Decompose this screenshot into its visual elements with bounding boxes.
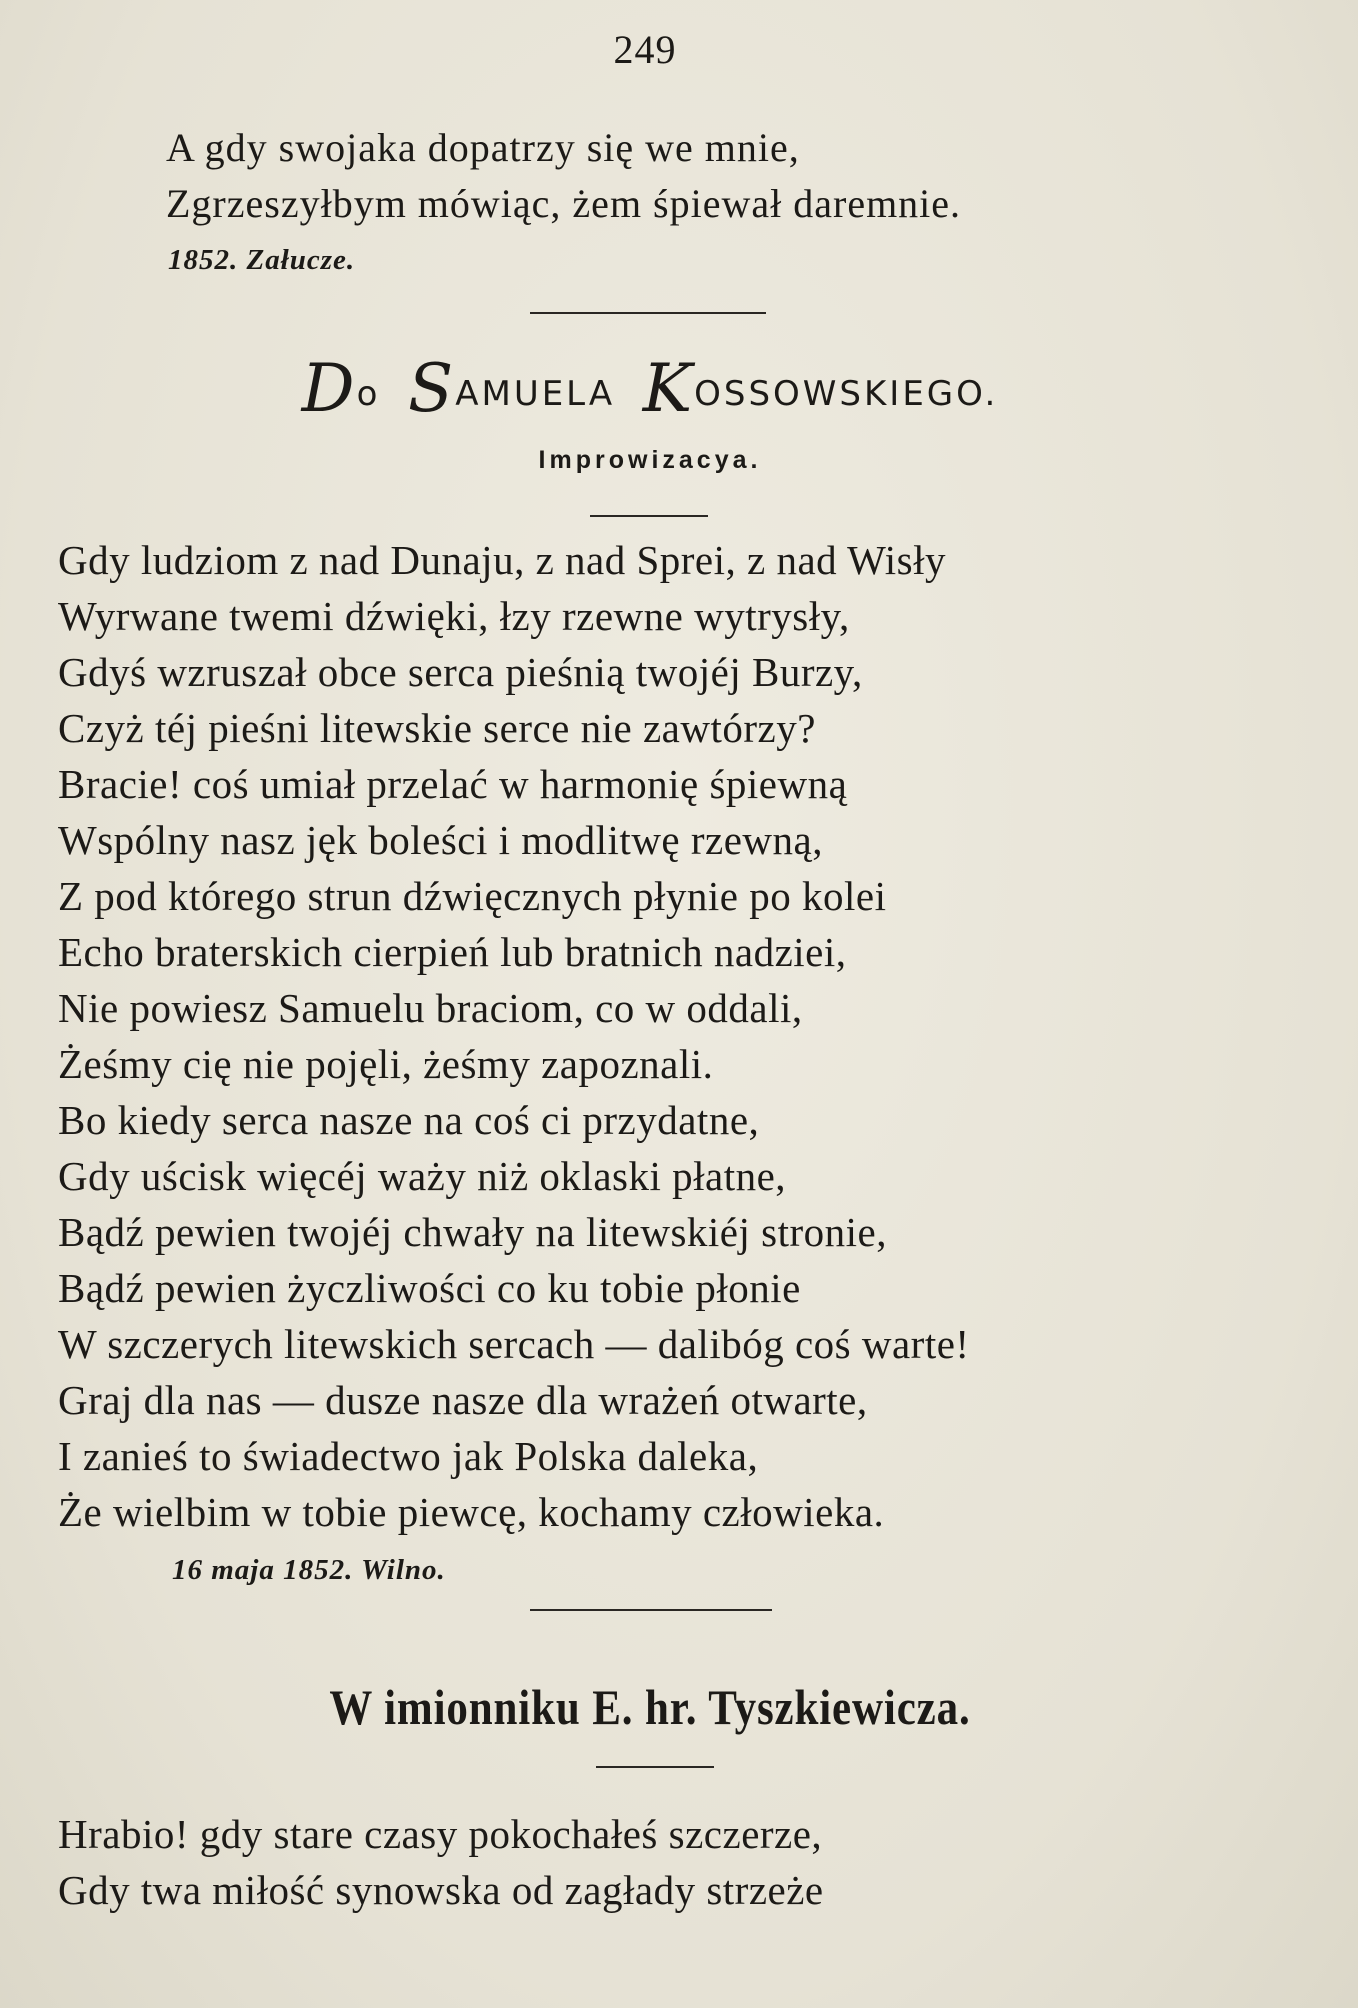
next-poem-title: W imionniku E. hr. Tyszkiewicza.: [329, 1679, 971, 1735]
poem-dateline: 16 maja 1852. Wilno.: [172, 1554, 446, 1586]
poem-subtitle: Improwizacya.: [538, 446, 762, 474]
poem-title-word: Do: [301, 350, 381, 427]
poem-line: Czyż téj pieśni litewskie serce nie zawtórzy?: [58, 705, 816, 751]
poem-line: W szczerych litewskich sercach — dalibóg coś warte!: [58, 1321, 970, 1367]
poem-line: Echo braterskich cierpień lub bratnich nadziei,: [58, 929, 847, 975]
poem-line: Z pod którego strun dźwięcznych płynie po kolei: [58, 873, 887, 919]
page-number: 249: [613, 27, 677, 72]
prev-poem-dateline: 1852. Załucze.: [168, 244, 356, 276]
poem-line: Graj dla nas — dusze nasze dla wrażeń otwarte,: [58, 1377, 868, 1423]
poem-title-word: KOSSOWSKIEGO.: [642, 350, 999, 427]
poem-line: Gdy uścisk więcéj waży niż oklaski płatne,: [58, 1153, 787, 1199]
poem-line: Żeśmy cię nie pojęli, żeśmy zapoznali.: [58, 1041, 714, 1087]
next-poem-line: Hrabio! gdy stare czasy pokochałeś szczerze,: [58, 1811, 823, 1857]
poem-title-word: SAMUELA: [408, 350, 616, 427]
prev-poem-line: A gdy swojaka dopatrzy się we mnie,: [166, 125, 800, 170]
poem-line: Bądź pewien życzliwości co ku tobie płonie: [58, 1265, 801, 1311]
poem-line: Nie powiesz Samuelu braciom, co w oddali,: [58, 985, 803, 1031]
poem-line: Bo kiedy serca nasze na coś ci przydatne,: [58, 1097, 760, 1143]
title-divider: [596, 1766, 714, 1768]
next-poem-line: Gdy twa miłość synowska od zagłady strzeże: [58, 1867, 824, 1913]
title-divider: [590, 515, 708, 517]
poem-title: [0, 350, 1300, 427]
poem-line: Gdy ludziom z nad Dunaju, z nad Sprei, z nad Wisły: [58, 537, 946, 583]
section-divider: [530, 312, 766, 314]
poem-line: Bracie! coś umiał przelać w harmonię śpiewną: [58, 761, 848, 807]
poem-line: Że wielbim w tobie piewcę, kochamy człowieka.: [58, 1489, 885, 1535]
poem-line: Gdyś wzruszał obce serca pieśnią twojéj Burzy,: [58, 649, 863, 695]
poem-line: Wyrwane twemi dźwięki, łzy rzewne wytrysły,: [58, 593, 850, 639]
poem-line: Bądź pewien twojéj chwały na litewskiéj stronie,: [58, 1209, 887, 1255]
section-divider: [530, 1609, 772, 1611]
poem-line: I zanieś to świadectwo jak Polska daleka,: [58, 1433, 759, 1479]
prev-poem-line: Zgrzeszyłbym mówiąc, żem śpiewał daremnie.: [166, 181, 962, 226]
poem-line: Wspólny nasz jęk boleści i modlitwę rzewną,: [58, 817, 823, 863]
